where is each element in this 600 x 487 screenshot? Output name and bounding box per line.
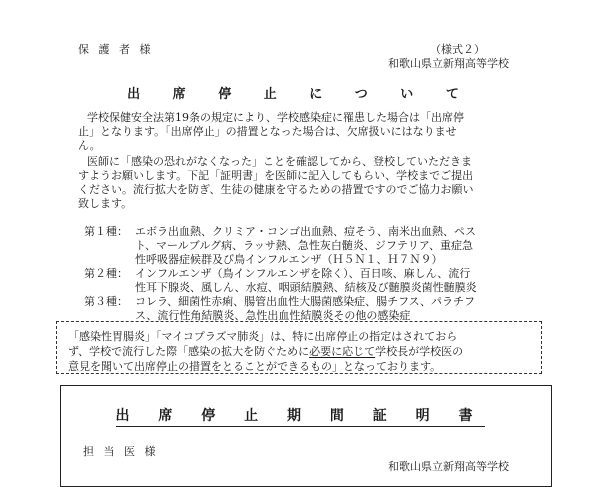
category-3-label: 第３種： <box>84 295 128 308</box>
paragraph-line: 学校保健安全法第19条の規定により、学校感染症に罹患した場合は「出席停 <box>87 111 464 124</box>
category-3-line: コレラ、細菌性赤痢、腸管出血性大腸菌感染症、腸チフス、パラチフ <box>135 295 476 308</box>
category-1-line: エボラ出血熱、クリミア・コンゴ出血熱、痘そう、南米出血熱、ペス <box>135 225 476 238</box>
school-name: 和歌山県立新翔高等学校 <box>388 57 509 70</box>
certificate-school-name: 和歌山県立新翔高等学校 <box>388 460 509 473</box>
paragraph-line: ん。 <box>78 139 101 152</box>
category-3-line: ス、流行性角結膜炎、急性出血性結膜炎その他の感染症 <box>135 309 411 322</box>
category-2-line: 性耳下腺炎、風しん、水痘、咽頭結膜熱、結核及び髄膜炎菌性髄膜炎 <box>135 281 477 294</box>
category-1-label: 第１種： <box>84 225 128 238</box>
notice-line: 意見を聞いて出席停止の措置をとることができるもの」となっております。 <box>68 360 442 373</box>
category-1-line: ト、マールブルグ病、ラッサ熱、急性灰白髄炎、ジフテリア、重症急 <box>135 239 474 252</box>
document-title: 出 席 停 止 に つ い て <box>127 87 473 102</box>
notice-line <box>68 343 463 359</box>
paragraph-line: 止」となります。「出席停止」の措置となった場合は、欠席扱いにはなりませ <box>78 125 457 138</box>
certificate-title <box>0 405 600 425</box>
guardian-salutation: 保 護 者 様 <box>78 43 154 56</box>
paragraph-line: すようお願いします。下記「証明書」を医師に記入してもらい、学校までご提出 <box>78 169 474 182</box>
notice-text: ず、学校で流行した際「感染の拡大を防ぐために <box>68 345 310 358</box>
paragraph-line: 致します。 <box>78 197 133 210</box>
paragraph-line: 医師に「感染の恐れがなくなった」ことを確認してから、登校していただきま <box>87 155 472 168</box>
category-2-label: 第２種： <box>84 267 128 280</box>
notice-underlined-text: 必要に応じて <box>309 345 376 358</box>
certificate-title-text: 出 席 停 止 期 間 証 明 書 <box>116 408 485 427</box>
notice-text: 学校長が学校医の <box>375 345 464 358</box>
paragraph-line: ください。流行拡大を防ぎ、生徒の健康を守るための措置ですのでご協力お願い <box>78 183 474 196</box>
form-number: （様式２） <box>430 43 485 56</box>
doctor-salutation: 担 当 医 様 <box>83 445 159 458</box>
notice-line: 「感染性胃腸炎」「マイコプラズマ肺炎」は、特に出席停止の指定はされておら <box>68 330 458 343</box>
category-1-line: 性呼吸器症候群及び鳥インフルエンザ（Ｈ５Ｎ１、Ｈ７Ｎ９） <box>135 253 443 266</box>
category-2-line: インフルエンザ（鳥インフルエンザを除く）、百日咳、麻しん、流行 <box>135 267 471 280</box>
